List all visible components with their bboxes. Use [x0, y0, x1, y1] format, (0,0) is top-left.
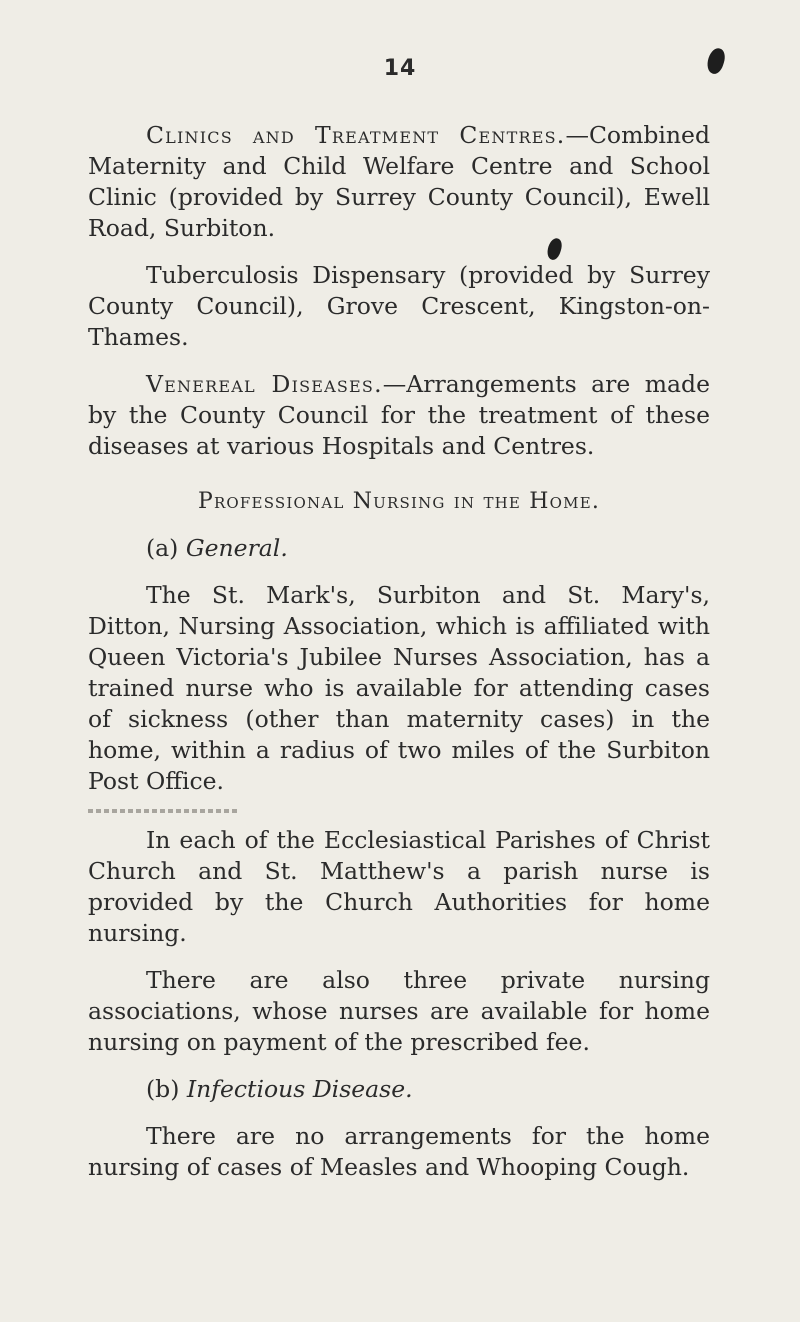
clinics-text: —Combined Maternity and Child Welfare Centre and School Clinic (provided by Surrey County Council), Ewell Road, Surbiton. — [88, 121, 710, 242]
infectious-title: Infectious Disease. — [186, 1075, 413, 1103]
general-label: (a) — [146, 534, 179, 562]
tuberculosis-text: Tuberculosis Dispensary (provided by Surrey County Council), Grove Crescent, Kingston-on-Thames. — [88, 261, 710, 351]
general-paragraph-1 — [88, 580, 710, 797]
venereal-text: —Arrangements are made by the County Council for the treatment of these diseases at various Hospitals and Centres. — [88, 370, 710, 460]
general-subheading — [88, 533, 710, 564]
general-paragraph-2 — [88, 825, 710, 949]
infectious-paragraph-text: There are no arrangements for the home nursing of cases of Measles and Whooping Cough. — [88, 1122, 710, 1181]
venereal-heading: Venereal Diseases. — [146, 370, 383, 398]
general-paragraph-2-text: In each of the Ecclesiastical Parishes of Christ Church and St. Matthew's a parish nurse is provided by the Church Authorities for home nursing. — [88, 826, 710, 947]
general-title: General. — [185, 534, 288, 562]
venereal-paragraph — [88, 369, 710, 462]
infectious-subheading — [88, 1074, 710, 1105]
smudge-mark — [88, 807, 710, 817]
general-paragraph-3 — [88, 965, 710, 1058]
infectious-label: (b) — [146, 1075, 180, 1103]
clinics-heading: Clinics and Treatment Centres. — [146, 121, 566, 149]
clinics-paragraph — [88, 120, 710, 244]
tuberculosis-paragraph — [88, 260, 710, 353]
general-paragraph-1-text: The St. Mark's, Surbiton and St. Mary's, Ditton, Nursing Association, which is affiliated with Queen Victoria's Jubilee Nurses Association, has a trained nurse who is available for attending cases of sickness (other than maternity cases) in the home, within a radius of two miles of the Surbiton Post Office. — [88, 581, 710, 795]
page-body — [88, 120, 710, 1199]
page-number: 14 — [383, 56, 417, 81]
general-paragraph-3-text: There are also three private nursing associations, whose nurses are available for home nursing on payment of the prescribed fee. — [88, 966, 710, 1056]
infectious-paragraph — [88, 1121, 710, 1183]
nursing-section-heading: Professional Nursing in the Home. — [197, 489, 601, 514]
